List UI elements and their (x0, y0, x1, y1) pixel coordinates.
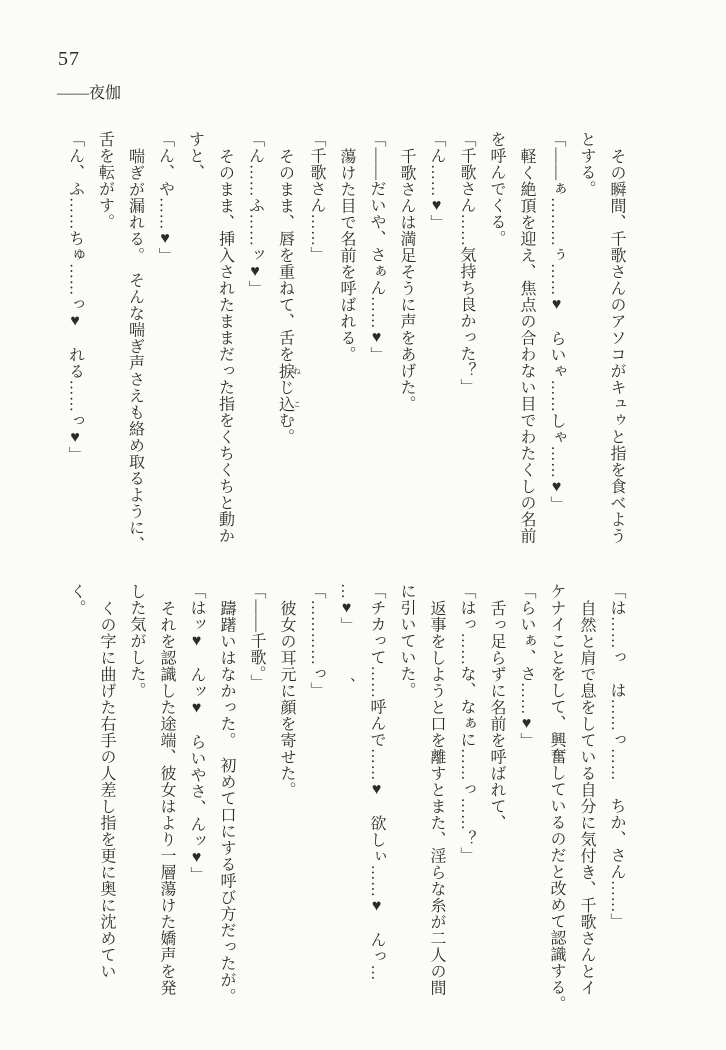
comma-mark: 、 (350, 668, 366, 684)
text-line: ケナイことをして、興奮しているのだと改めて認識する。 (548, 583, 565, 1012)
running-header-chapter-title: ――夜伽 (57, 85, 122, 102)
text-line: 「はッ♥ んッ♥ らいやさ、んッ♥」 (188, 583, 205, 883)
text-block-upper (61, 131, 631, 573)
text-line: すと、 (186, 131, 204, 181)
text-line: 舌っ足らずに名前を呼ばれて、 (488, 600, 505, 831)
text-line: 返事をしようと口を離すとまた、淫らな糸が二人の間 (428, 600, 445, 996)
text-line: 「千歌さん……気持ち良かった？」 (458, 131, 475, 395)
text-line: …♥」 (338, 583, 355, 634)
text-line: に引いていた。 (398, 583, 415, 699)
text-line: 「――千歌。」 (248, 583, 265, 691)
text-block-lower (61, 583, 631, 1035)
text-line: 「チカって……呼んで……♥ 欲しぃ……♥ んっ… (368, 583, 385, 981)
text-line: 舌を転がす。 (96, 131, 114, 230)
text-line: 軽く絶頂を迎え、焦点の合わない目でわたくしの名前 (518, 148, 535, 544)
text-line: 自然と肩で息をしている自分に気付き、千歌さんとイ (578, 600, 595, 996)
page-number: 57 (58, 48, 80, 70)
text-line: 「はっ……な、なぁに……っ……？」 (458, 583, 475, 864)
text-line: その瞬間、千歌さんのアソコがキュゥと指を食べよう (608, 148, 625, 544)
text-line: 躊躇いはなかった。 初めて口にする呼び方だったが。 (218, 600, 235, 1005)
text-line: した気がした。 (128, 583, 145, 699)
text-line: 「ん、ふ……ちゅ……っ♥ れる……っ♥」 (66, 131, 84, 463)
text-line: それを認識した途端、彼女はより一層蕩けた嬌声を発 (158, 600, 175, 996)
text-line: 「ん……♥」 (428, 131, 445, 231)
text-line: 喘ぎが漏れる。 そんな喘ぎ声さえも絡め取るように、 (126, 148, 144, 553)
text-line: 「は……っ は……っ…… ちか、さん……」 (608, 583, 625, 930)
text-line: 「ん、や……♥」 (156, 131, 174, 264)
text-line: 「…………っ」 (308, 583, 325, 699)
text-line: くの字に曲げた右手の人差し指を更に奥に沈めてい (98, 600, 115, 980)
text-line: 彼女の耳元に顔を寄せた。 (278, 600, 295, 798)
text-line: そのまま、挿入されたままだった指をくちくちと動か (216, 148, 234, 544)
text-line: そのまま、唇を重ねて、舌を捩 ねじ込 こむ。 (276, 148, 302, 445)
text-line: 千歌さんは満足そうに声をあげた。 (398, 148, 415, 412)
text-line: とする。 (578, 131, 595, 197)
text-line: 「らいぁ、さ……♥」 (518, 583, 535, 749)
text-line: 「ん……ふ……ッ♥」 (246, 131, 264, 297)
text-line: 「千歌さん……」 (308, 131, 325, 263)
text-line: 「――だいや、さぁん……♥」 (368, 131, 385, 363)
text-line: 蕩けた目で名前を呼ばれる。 (338, 148, 355, 363)
text-line: く。 (68, 583, 85, 616)
text-line: 「――ぁ………ぅ……♥ らいゃ……しゃ……♥」 (548, 131, 565, 513)
text-line: を呼んでくる。 (488, 131, 505, 247)
